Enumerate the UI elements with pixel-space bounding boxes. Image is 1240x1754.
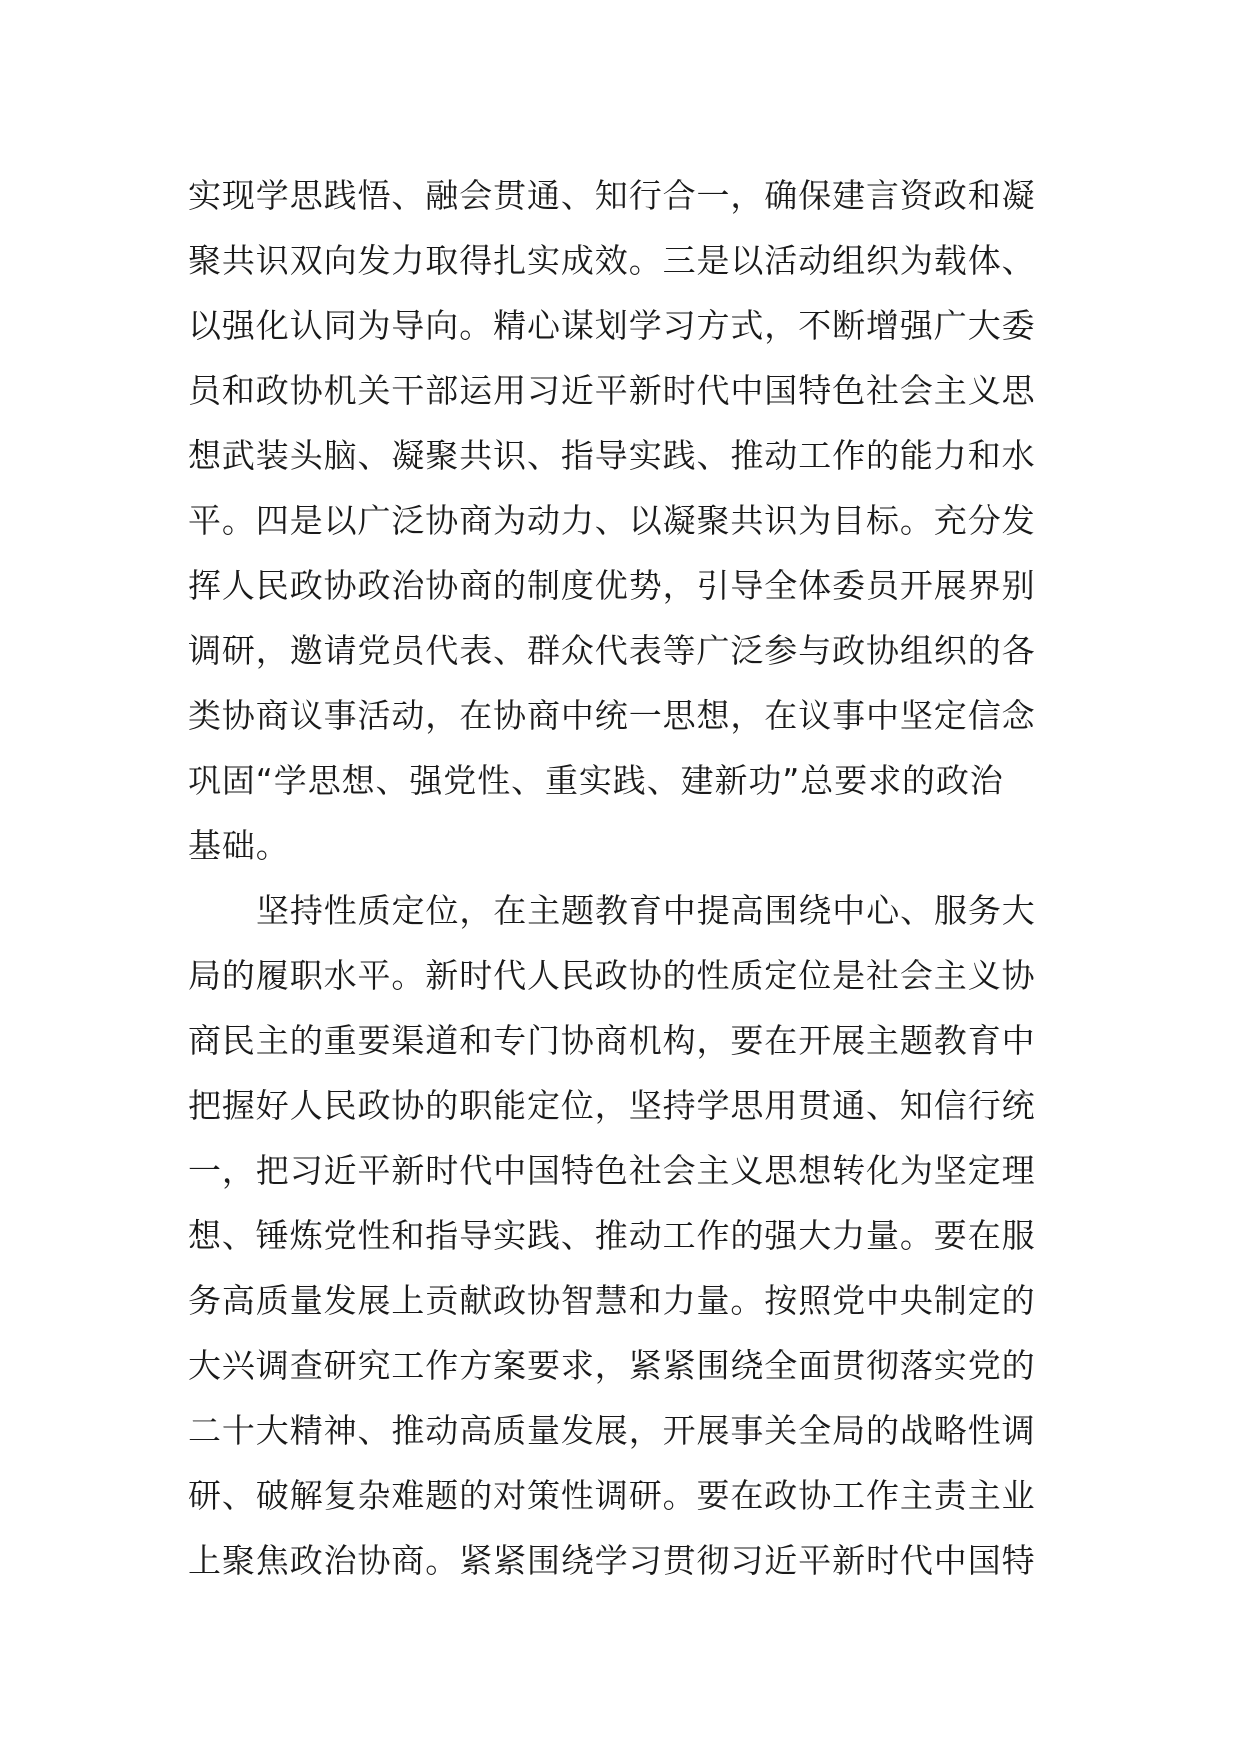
text-line: 实现学思践悟、融会贯通、知行合一，确保建言资政和凝 — [188, 176, 1036, 215]
text-line: 大兴调查研究工作方案要求，紧紧围绕全面贯彻落实党的 — [188, 1346, 1036, 1385]
text-line: 挥人民政协政治协商的制度优势，引导全体委员开展界别 — [188, 566, 1036, 605]
text-line: 员和政协机关干部运用习近平新时代中国特色社会主义思 — [188, 371, 1036, 410]
text-line: 局的履职水平。新时代人民政协的性质定位是社会主义协 — [188, 956, 1036, 995]
text-line: 一，把习近平新时代中国特色社会主义思想转化为坚定理 — [188, 1151, 1036, 1190]
text-line: 聚共识双向发力取得扎实成效。三是以活动组织为载体、 — [188, 241, 1036, 280]
text-line: 务高质量发展上贡献政协智慧和力量。按照党中央制定的 — [188, 1281, 1036, 1320]
text-line: 调研，邀请党员代表、群众代表等广泛参与政协组织的各 — [188, 631, 1036, 670]
text-line: 巩固“学思想、强党性、重实践、建新功”总要求的政治 — [188, 761, 1004, 800]
text-line: 平。四是以广泛协商为动力、以凝聚共识为目标。充分发 — [188, 501, 1036, 540]
text-line: 商民主的重要渠道和专门协商机构，要在开展主题教育中 — [188, 1021, 1036, 1060]
text-line: 想、锤炼党性和指导实践、推动工作的强大力量。要在服 — [188, 1216, 1036, 1255]
text-line: 想武装头脑、凝聚共识、指导实践、推动工作的能力和水 — [188, 436, 1036, 475]
body-text — [188, 163, 1058, 1593]
text-line: 基础。 — [188, 826, 290, 865]
text-line: 坚持性质定位，在主题教育中提高围绕中心、服务大 — [256, 891, 1036, 930]
text-line: 以强化认同为导向。精心谋划学习方式，不断增强广大委 — [188, 306, 1036, 345]
paragraph-2 — [188, 878, 1058, 1593]
text-line: 研、破解复杂难题的对策性调研。要在政协工作主责主业 — [188, 1476, 1036, 1515]
text-line: 类协商议事活动，在协商中统一思想，在议事中坚定信念 — [188, 696, 1036, 735]
text-line: 把握好人民政协的职能定位，坚持学思用贯通、知信行统 — [188, 1086, 1036, 1125]
text-line: 二十大精神、推动高质量发展，开展事关全局的战略性调 — [188, 1411, 1036, 1450]
text-line: 上聚焦政治协商。紧紧围绕学习贯彻习近平新时代中国特 — [188, 1541, 1036, 1580]
paragraph-1 — [188, 163, 1058, 878]
